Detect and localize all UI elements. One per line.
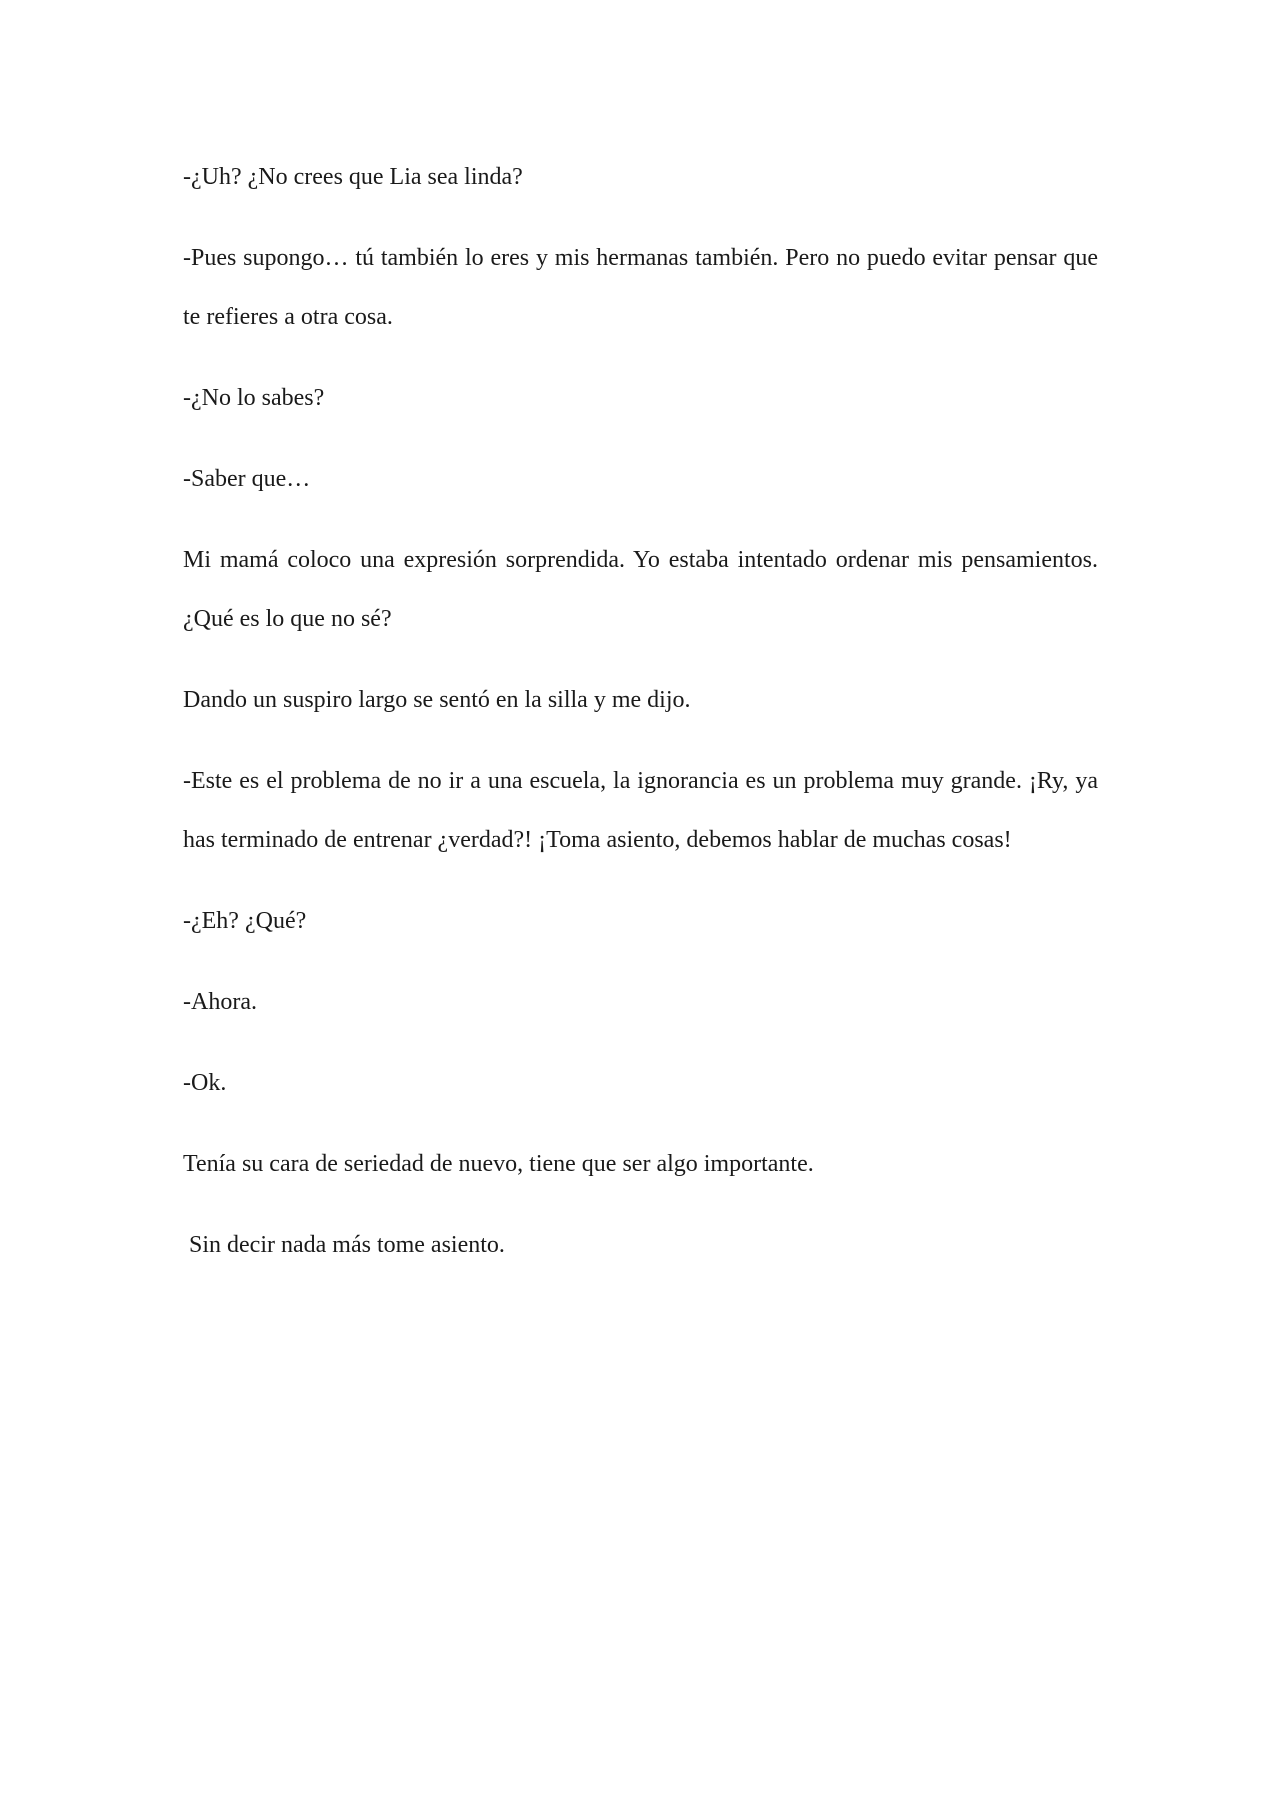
paragraph: -¿No lo sabes?: [183, 385, 325, 411]
paragraph: Dando un suspiro largo se sentó en la silla y me dijo.: [183, 687, 691, 713]
paragraph: -Ahora.: [183, 989, 257, 1015]
paragraph: -Este es el problema de no ir a una escuela, la ignorancia es un problema muy grande. ¡Ry, ya has terminado de entrenar ¿verdad?! ¡Toma asiento, debemos hablar de muchas cosas!: [183, 768, 1098, 853]
paragraph: Tenía su cara de seriedad de nuevo, tiene que ser algo importante.: [183, 1151, 814, 1177]
document-body: [183, 148, 1098, 1297]
paragraph: -Saber que…: [183, 466, 311, 492]
paragraph: -¿Uh? ¿No crees que Lia sea linda?: [183, 164, 523, 190]
paragraph: -Pues supongo… tú también lo eres y mis hermanas también. Pero no puedo evitar pensar que te refieres a otra cosa.: [183, 245, 1098, 330]
paragraph: Mi mamá coloco una expresión sorprendida. Yo estaba intentado ordenar mis pensamientos. ¿Qué es lo que no sé?: [183, 547, 1098, 632]
paragraph: Sin decir nada más tome asiento.: [189, 1232, 505, 1258]
paragraph: -Ok.: [183, 1070, 227, 1096]
paragraph: -¿Eh? ¿Qué?: [183, 908, 307, 934]
